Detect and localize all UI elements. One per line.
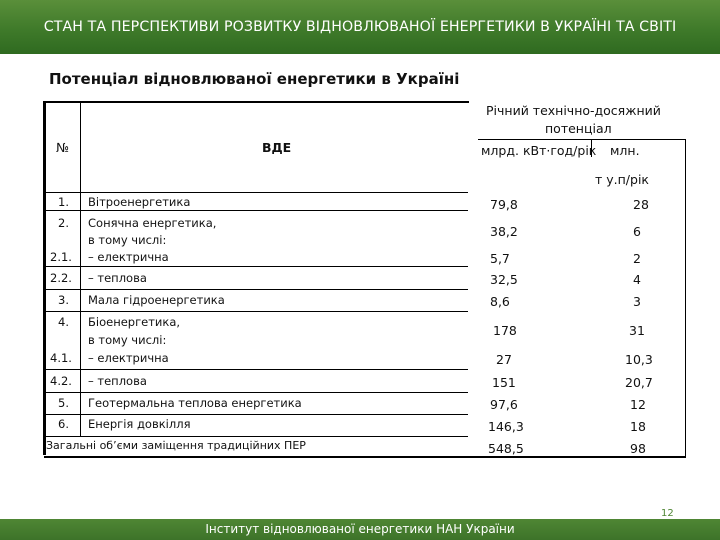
- table-top-border: [44, 101, 469, 103]
- row-energy-value: 146,3: [488, 419, 524, 434]
- row-number: 5.: [58, 396, 69, 410]
- row-line: [44, 192, 468, 193]
- table-subheader-line: [478, 139, 686, 140]
- row-energy-value: 151: [492, 375, 516, 390]
- table-right-border: [685, 139, 686, 457]
- row-line: [44, 392, 468, 393]
- row-source-name-continued: в тому числі:: [88, 333, 167, 347]
- table-left-border: [43, 101, 46, 455]
- row-fuel-value: 31: [629, 323, 645, 338]
- column-header-source: ВДЕ: [262, 140, 292, 155]
- page-number: 12: [661, 508, 674, 519]
- row-line: [44, 266, 468, 267]
- row-fuel-value: 2: [633, 251, 641, 266]
- row-fuel-value: 3: [633, 294, 641, 309]
- row-source-name: Мала гідроенергетика: [88, 293, 225, 307]
- row-energy-value: 5,7: [490, 251, 510, 266]
- row-source-name: Сонячна енергетика,: [88, 216, 217, 230]
- row-number: 3.: [58, 293, 69, 307]
- slide-header-title: СТАН ТА ПЕРСПЕКТИВИ РОЗВИТКУ ВІДНОВЛЮВАНОЇ ЕНЕРГЕТИКИ В УКРАЇНІ ТА СВІТІ: [43, 19, 677, 35]
- row-energy-value: 38,2: [490, 224, 518, 239]
- row-line: [44, 414, 468, 415]
- row-number: 2.: [58, 216, 69, 230]
- row-line: [44, 369, 468, 370]
- row-line: [44, 210, 468, 211]
- table-bottom-border: [44, 456, 686, 458]
- row-energy-value: 79,8: [490, 197, 518, 212]
- row-number: 2.1.: [50, 250, 72, 264]
- row-energy-value: 27: [496, 352, 512, 367]
- table-col-divider: [80, 101, 81, 437]
- footer-institute-name: Інститут відновлюваної енергетики НАН України: [205, 522, 515, 536]
- total-fuel-value: 98: [630, 441, 646, 456]
- row-fuel-value: 10,3: [625, 352, 653, 367]
- row-fuel-value: 20,7: [625, 375, 653, 390]
- row-number: 6.: [58, 417, 69, 431]
- row-source-name-continued: в тому числі:: [88, 233, 167, 247]
- slide-subtitle: Потенціал відновлюваної енергетики в Україні: [49, 70, 460, 88]
- row-line: [44, 289, 468, 290]
- total-row-label: Загальні об’єми заміщення традиційних ПЕР: [46, 439, 306, 452]
- row-energy-value: 178: [493, 323, 517, 338]
- row-energy-value: 8,6: [490, 294, 510, 309]
- row-source-name: – теплова: [88, 271, 147, 285]
- total-energy-value: 548,5: [488, 441, 524, 456]
- row-source-name: – теплова: [88, 374, 147, 388]
- row-fuel-value: 6: [633, 224, 641, 239]
- row-number: 4.2.: [50, 374, 72, 388]
- row-number: 1.: [58, 195, 69, 209]
- row-number: 4.: [58, 315, 69, 329]
- row-fuel-value: 12: [630, 397, 646, 412]
- row-energy-value: 97,6: [490, 397, 518, 412]
- row-source-name: Біоенергетика,: [88, 315, 181, 329]
- row-line: [44, 311, 468, 312]
- row-fuel-value: 4: [633, 272, 641, 287]
- row-number: 4.1.: [50, 351, 72, 365]
- row-source-name: – електрична: [88, 250, 169, 264]
- row-number: 2.2.: [50, 271, 72, 285]
- column-header-potential-line2: потенціал: [545, 121, 612, 136]
- column-header-number: №: [56, 140, 70, 155]
- unit-energy-label: млрд. кВт·год/рік: [481, 143, 597, 158]
- row-fuel-value: 18: [630, 419, 646, 434]
- unit-fuel-label: млн.: [610, 143, 640, 158]
- row-source-name: – електрична: [88, 351, 169, 365]
- row-source-name: Геотермальна теплова енергетика: [88, 396, 302, 410]
- unit-fuel-label-continued: т у.п/рік: [595, 172, 649, 187]
- row-source-name: Вітроенергетика: [88, 195, 191, 209]
- row-energy-value: 32,5: [490, 272, 518, 287]
- column-header-potential-line1: Річний технічно-досяжний: [486, 103, 661, 118]
- row-fuel-value: 28: [633, 197, 649, 212]
- row-line: [44, 436, 468, 437]
- row-source-name: Енергія довкілля: [88, 417, 191, 431]
